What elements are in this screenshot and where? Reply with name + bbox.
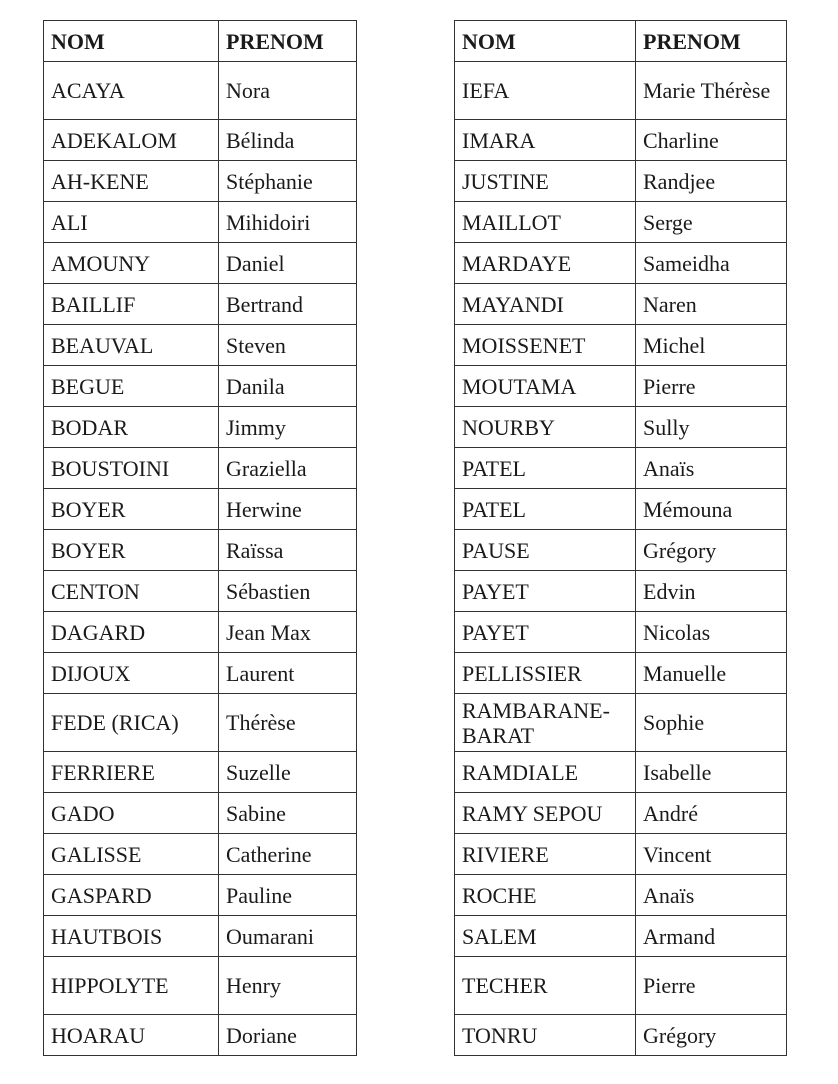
cell-prenom: Graziella [219,448,357,489]
table-row [44,62,357,120]
cell-prenom: Sully [636,407,787,448]
cell-nom: BODAR [44,407,219,448]
cell-prenom: Mémouna [636,489,787,530]
cell-nom: BEGUE [44,366,219,407]
cell-nom: CENTON [44,571,219,612]
cell-prenom: Daniel [219,243,357,284]
cell-prenom: Serge [636,202,787,243]
table-row [455,161,787,202]
cell-prenom: Laurent [219,653,357,694]
table-row [455,489,787,530]
cell-prenom: Sabine [219,793,357,834]
table-row [44,916,357,957]
table-row [44,161,357,202]
cell-prenom: Isabelle [636,752,787,793]
cell-nom: PATEL [455,489,636,530]
column-header-nom: NOM [44,21,219,62]
table-row [455,1015,787,1056]
table-row [455,571,787,612]
header-row [455,21,787,62]
cell-nom: NOURBY [455,407,636,448]
cell-prenom: Danila [219,366,357,407]
cell-nom: BOYER [44,489,219,530]
cell-prenom: Herwine [219,489,357,530]
cell-prenom: Bertrand [219,284,357,325]
cell-prenom: Bélinda [219,120,357,161]
cell-prenom: Sameidha [636,243,787,284]
table-row [455,202,787,243]
column-header-nom: NOM [455,21,636,62]
table-row [44,694,357,752]
cell-prenom: Armand [636,916,787,957]
cell-nom: HAUTBOIS [44,916,219,957]
cell-nom: PAUSE [455,530,636,571]
cell-nom: RAMDIALE [455,752,636,793]
cell-nom: BEAUVAL [44,325,219,366]
table-row [455,694,787,752]
table-row [44,366,357,407]
cell-nom: HIPPOLYTE [44,957,219,1015]
cell-nom: BOUSTOINI [44,448,219,489]
table-row [455,957,787,1015]
cell-prenom: Steven [219,325,357,366]
header-row [44,21,357,62]
cell-prenom: Naren [636,284,787,325]
cell-nom: MARDAYE [455,243,636,284]
cell-nom: ROCHE [455,875,636,916]
cell-nom: IMARA [455,120,636,161]
table-row [44,653,357,694]
cell-nom: TECHER [455,957,636,1015]
table-row [44,325,357,366]
cell-nom: MOUTAMA [455,366,636,407]
cell-prenom: Vincent [636,834,787,875]
cell-nom: RIVIERE [455,834,636,875]
cell-prenom: Mihidoiri [219,202,357,243]
cell-nom: RAMBARANE-BARAT [455,694,636,752]
cell-prenom: Pierre [636,366,787,407]
table-row [44,793,357,834]
cell-nom: PAYET [455,571,636,612]
cell-nom: PELLISSIER [455,653,636,694]
cell-nom: ACAYA [44,62,219,120]
table-row [44,834,357,875]
cell-nom: TONRU [455,1015,636,1056]
table-row [455,793,787,834]
cell-prenom: Nora [219,62,357,120]
cell-prenom: Raïssa [219,530,357,571]
name-table-left [43,20,357,1056]
table-row [44,957,357,1015]
cell-prenom: Grégory [636,1015,787,1056]
table-row [44,284,357,325]
table-row [455,325,787,366]
table-row [455,120,787,161]
table-row [44,571,357,612]
cell-prenom: Anaïs [636,448,787,489]
table-row [455,530,787,571]
cell-nom: HOARAU [44,1015,219,1056]
cell-prenom: Grégory [636,530,787,571]
cell-prenom: Doriane [219,1015,357,1056]
cell-prenom: Michel [636,325,787,366]
cell-prenom: Anaïs [636,875,787,916]
cell-nom: FEDE (RICA) [44,694,219,752]
cell-nom: GALISSE [44,834,219,875]
table-row [455,243,787,284]
cell-nom: BOYER [44,530,219,571]
cell-prenom: Edvin [636,571,787,612]
table-row [455,366,787,407]
cell-prenom: Sébastien [219,571,357,612]
cell-prenom: Randjee [636,161,787,202]
cell-nom: GADO [44,793,219,834]
table-row [44,612,357,653]
cell-nom: FERRIERE [44,752,219,793]
column-header-prenom: PRENOM [636,21,787,62]
cell-prenom: Jean Max [219,612,357,653]
cell-nom: ALI [44,202,219,243]
cell-nom: AMOUNY [44,243,219,284]
cell-prenom: Suzelle [219,752,357,793]
table-row [44,752,357,793]
cell-nom: GASPARD [44,875,219,916]
cell-nom: RAMY SEPOU [455,793,636,834]
cell-nom: MOISSENET [455,325,636,366]
table-row [44,530,357,571]
cell-nom: PATEL [455,448,636,489]
table-row [455,62,787,120]
cell-nom: JUSTINE [455,161,636,202]
cell-nom: MAYANDI [455,284,636,325]
cell-prenom: André [636,793,787,834]
cell-prenom: Marie Thérèse [636,62,787,120]
table-row [455,916,787,957]
table-row [455,284,787,325]
cell-nom: IEFA [455,62,636,120]
cell-nom: MAILLOT [455,202,636,243]
cell-prenom: Nicolas [636,612,787,653]
cell-prenom: Oumarani [219,916,357,957]
table-row [44,407,357,448]
cell-prenom: Pierre [636,957,787,1015]
table-row [455,653,787,694]
cell-prenom: Henry [219,957,357,1015]
table-row [44,120,357,161]
cell-prenom: Catherine [219,834,357,875]
cell-prenom: Charline [636,120,787,161]
cell-nom: ADEKALOM [44,120,219,161]
cell-prenom: Manuelle [636,653,787,694]
table-row [44,448,357,489]
cell-prenom: Sophie [636,694,787,752]
cell-nom: SALEM [455,916,636,957]
cell-nom: DAGARD [44,612,219,653]
cell-nom: DIJOUX [44,653,219,694]
table-row [455,407,787,448]
cell-prenom: Thérèse [219,694,357,752]
cell-prenom: Pauline [219,875,357,916]
table-row [44,202,357,243]
table-row [44,1015,357,1056]
table-row [455,875,787,916]
cell-prenom: Jimmy [219,407,357,448]
table-row [455,752,787,793]
table-row [455,448,787,489]
table-row [44,243,357,284]
table-row [455,612,787,653]
name-table-right [454,20,787,1056]
cell-nom: BAILLIF [44,284,219,325]
table-row [44,489,357,530]
table-row [455,834,787,875]
cell-prenom: Stéphanie [219,161,357,202]
cell-nom: PAYET [455,612,636,653]
column-header-prenom: PRENOM [219,21,357,62]
cell-nom: AH-KENE [44,161,219,202]
table-row [44,875,357,916]
